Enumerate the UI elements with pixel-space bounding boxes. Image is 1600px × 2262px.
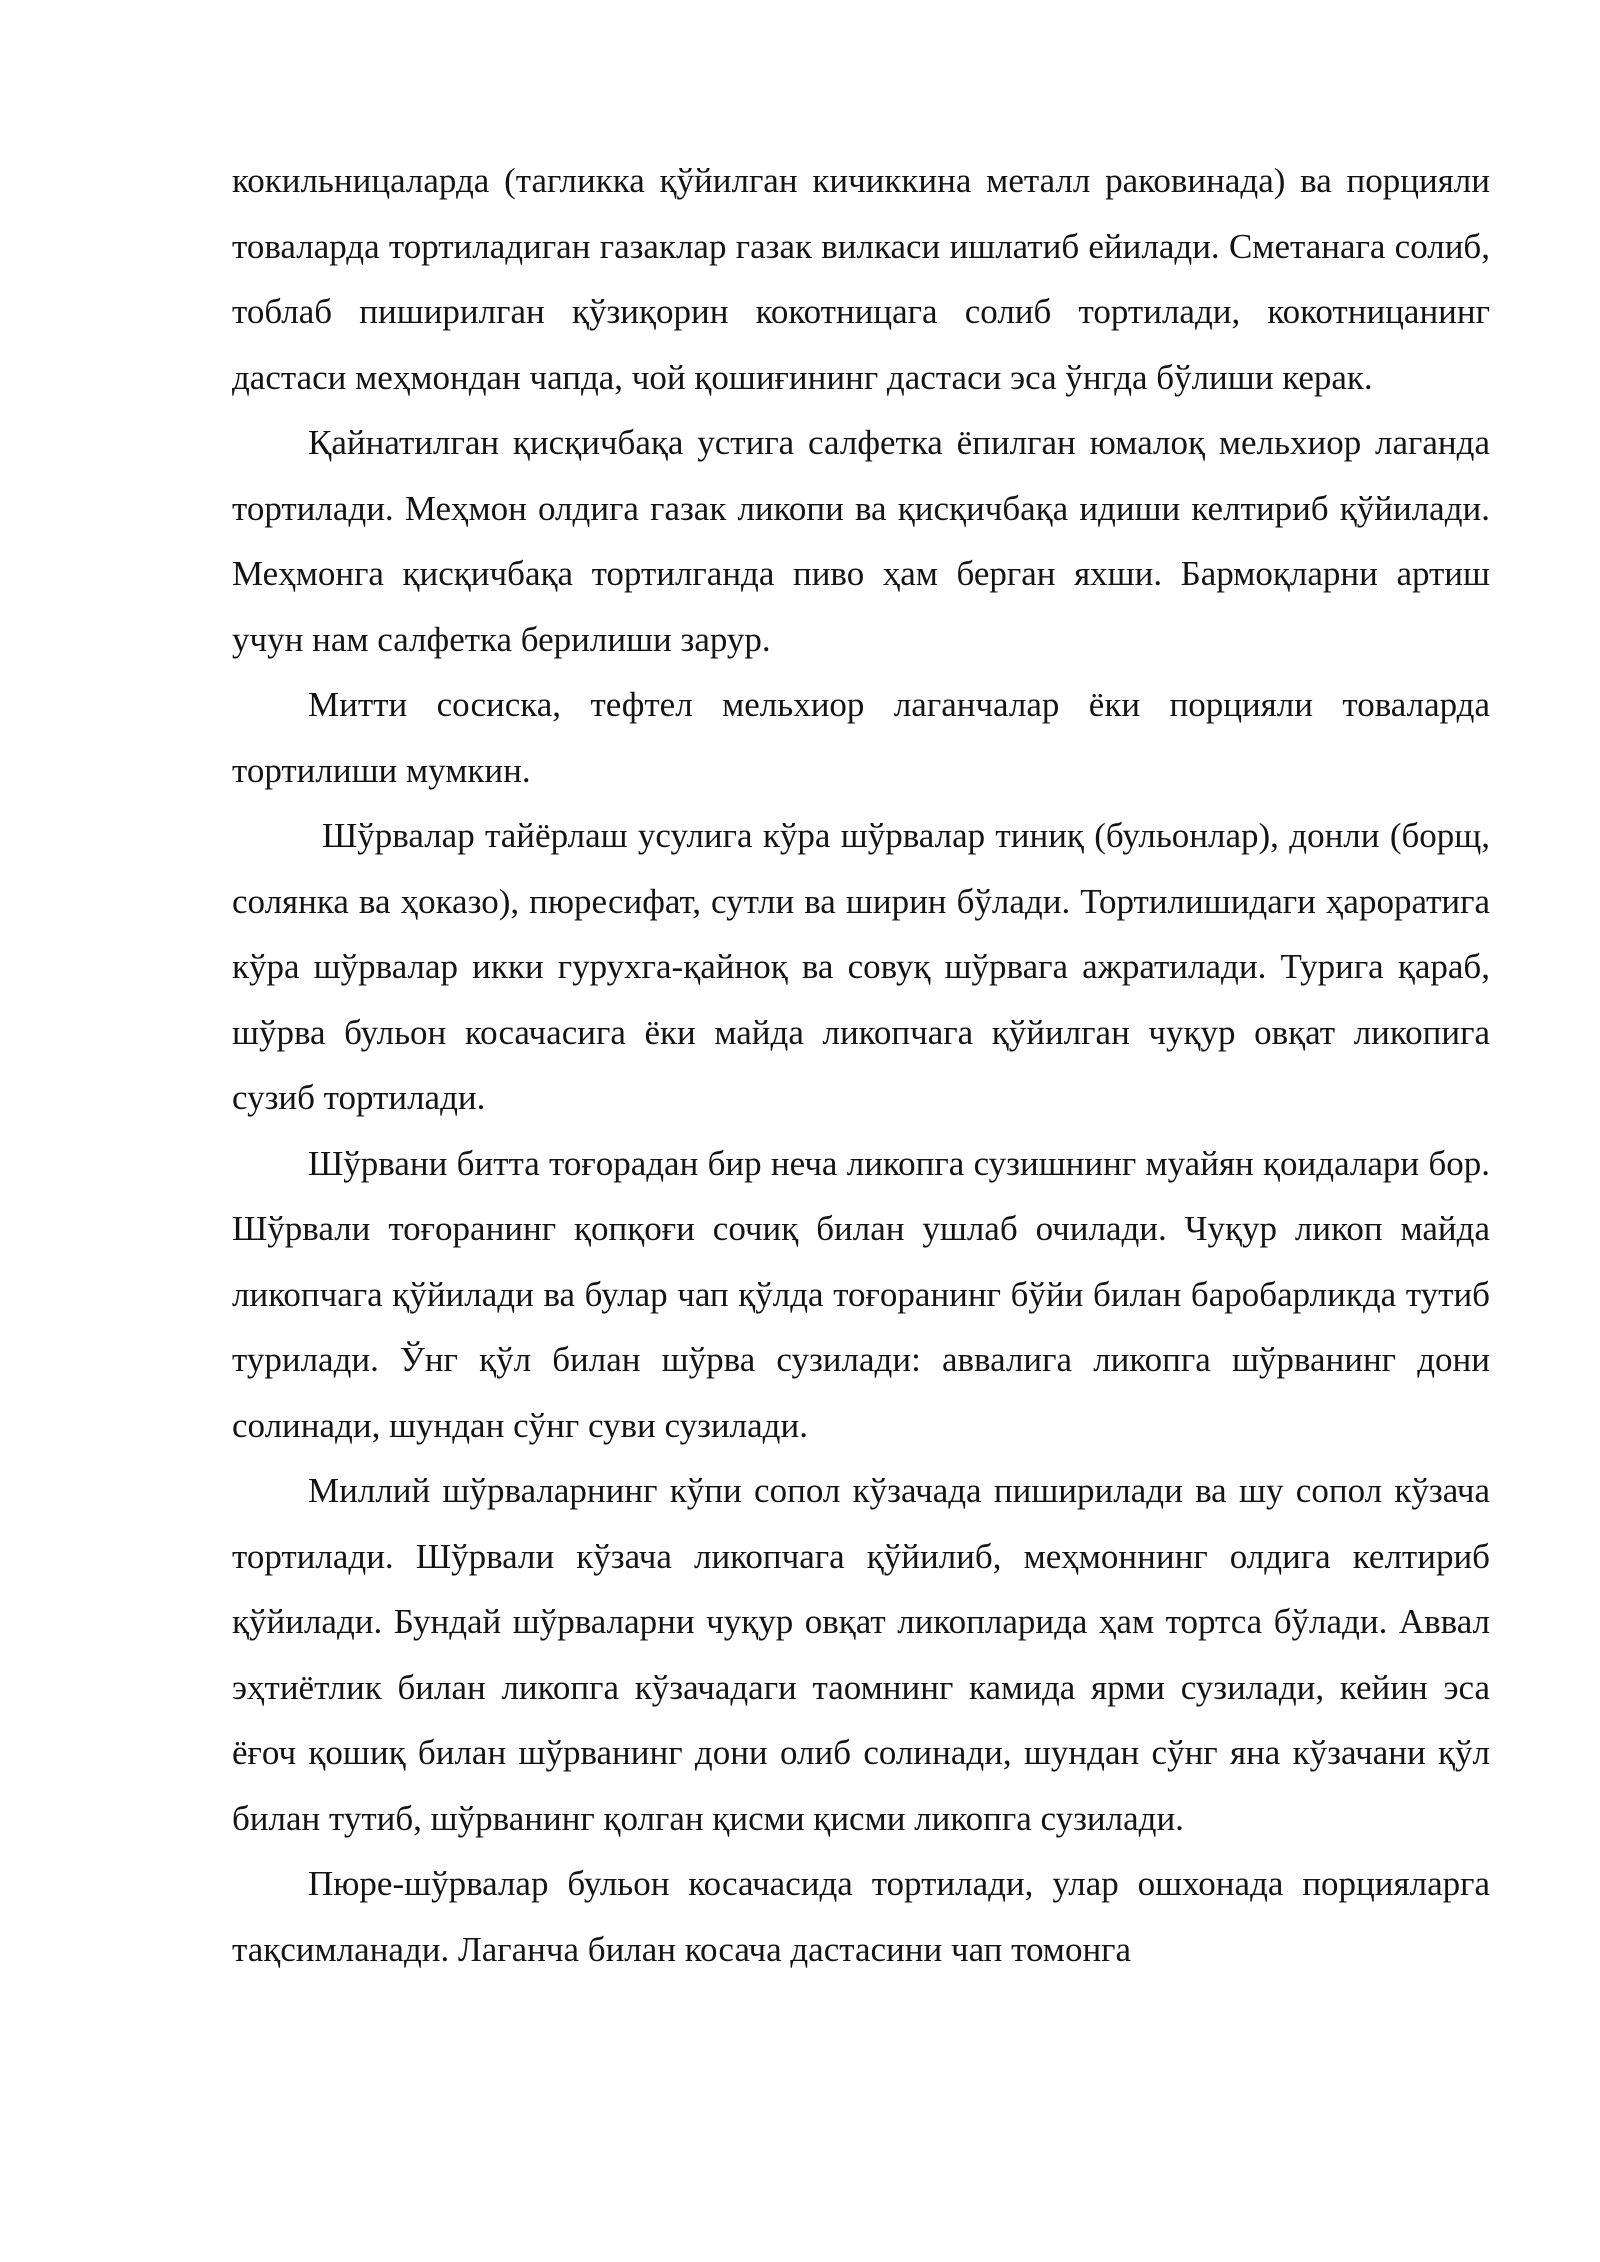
paragraph-4: Шўрвалар тайёрлаш усулига кўра шўрвалар тиниқ (бульонлар), донли (борщ, солянка ва ҳоказо), пюресифат, сутли ва ширин бўлади. Тортилишидаги ҳароратига кўра шўрвалар икки гурухга-қайноқ ва совуқ шўрвага ажратилади. Турига қараб, шўрва бульон косачасига ёки майда ликопчага қўйилган чуқур овқат ликопига сузиб тортилади. [232,816,1490,1117]
paragraph-5: Шўрвани битта тоғорадан бир неча ликопга сузишнинг муайян қоидалари бор. Шўрвали тоғоранинг қопқоғи сочиқ билан ушлаб очилади. Чуқур ликоп майда ликопчага қўйилади ва булар чап қўлда тоғоранинг бўйи билан баробарликда тутиб турилади. Ўнг қўл билан шўрва сузилади: аввалига ликопга шўрванинг дони солинади, шундан сўнг суви сузилади. [232,1143,1490,1445]
paragraph-3: Митти сосиска, тефтел мельхиор лаганчалар ёки порцияли товаларда тортилиши мумкин. [232,685,1490,790]
paragraph-7: Пюре-шўрвалар бульон косачасида тортилади, улар ошхонада порцияларга тақсимланади. Лаганча билан косача дастасини чап томонга [232,1864,1490,1969]
paragraph-2: Қайнатилган қисқичбақа устига салфетка ёпилган юмалоқ мельхиор лаганда тортилади. Меҳмон олдига газак ликопи ва қисқичбақа идиши келтириб қўйилади. Меҳмонга қисқичбақа тортилганда пиво ҳам берган яхши. Бармоқларни артиш учун нам салфетка берилиши зарур. [232,423,1490,659]
paragraph-1: кокильницаларда (тагликка қўйилган кичиккина металл раковинада) ва порцияли товаларда тортиладиган газаклар газак вилкаси ишлатиб ейилади. Сметанага солиб, тоблаб пиширилган қўзиқорин кокотницага солиб тортилади, кокотницанинг дастаси меҳмондан чапда, чой қошиғининг дастаси эса ўнгда бўлиши керак. [232,161,1490,397]
body-text [232,148,1490,1982]
paragraph-6: Миллий шўрваларнинг кўпи сопол кўзачада пиширилади ва шу сопол кўзача тортилади. Шўрвали кўзача ликопчага қўйилиб, меҳмоннинг олдига келтириб қўйилади. Бундай шўрваларни чуқур овқат ликопларида ҳам тортса бўлади. Аввал эҳтиётлик билан ликопга кўзачадаги таомнинг камида ярми сузилади, кейин эса ёғоч қошиқ билан шўрванинг дони олиб солинади, шундан сўнг яна кўзачани қўл билан тутиб, шўрванинг қолган қисми қисми ликопга сузилади. [232,1471,1490,1838]
